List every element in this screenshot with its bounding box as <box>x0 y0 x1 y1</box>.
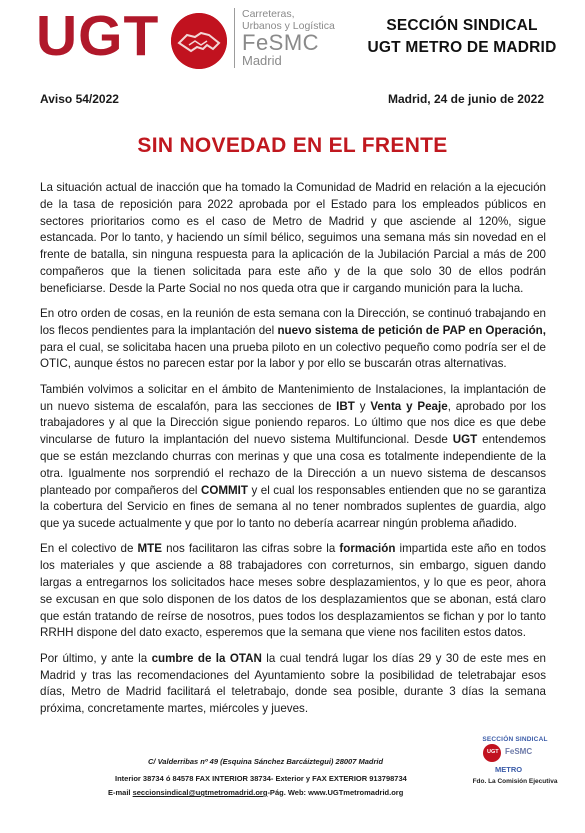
fesmc-logo <box>234 8 335 68</box>
stamp-metro: METRO <box>495 765 523 774</box>
text-run: entendemos que se están mezclando churras con merinas y que una cosa es totalmente independiente de la otra. Igualmente nos sorprendió el rechazo de la Dirección a un nuevo sistema de descansos planteado por compañeros del <box>40 433 546 497</box>
footer-address: C/ Valderribas nº 49 (Esquina Sánchez Barcáiztegui) 28007 Madrid <box>148 757 384 766</box>
paragraph-3 <box>40 382 546 533</box>
bold-run: formación <box>339 542 396 556</box>
bold-run: nuevo sistema de petición de PAP en Operación, <box>277 323 546 337</box>
paragraph-5 <box>40 651 546 718</box>
notice-number: Aviso 54/2022 <box>40 92 119 106</box>
stamp-ugt: UGT <box>487 749 499 755</box>
section-line1: SECCIÓN SINDICAL <box>386 17 538 34</box>
text-run: para el cual, se solicitaba hacen una prueba piloto en un colectivo pequeño como podría ser el de OTIC, aunque éstos no parecen estar por la labor y por ello se buscarán otras alternativas. <box>40 340 546 371</box>
footer-contact <box>108 788 403 797</box>
section-line2: UGT METRO DE MADRID <box>367 39 557 56</box>
page-title: SIN NOVEDAD EN EL FRENTE <box>137 134 448 157</box>
notice-date: Madrid, 24 de junio de 2022 <box>387 92 544 106</box>
fesmc-city: Madrid <box>242 53 282 68</box>
section-title <box>362 15 562 59</box>
email-label: E-mail <box>108 788 133 797</box>
bold-run: cumbre de la OTAN <box>151 651 262 665</box>
paragraph-4 <box>40 541 546 642</box>
text-run: , aprobado por los trabajadores y al que la Dirección sigue poniendo reparos. Lo último que nos dice es que debe vincularse de futuro la implantación del nuevo sistema Multifuncional. Desde <box>40 399 546 447</box>
text-run: nos facilitaron las cifras sobre la <box>162 542 340 556</box>
bold-run: UGT <box>452 433 478 447</box>
text-run: impartida este año en todos los materiales y que asciende a 88 trabajadores con correturnos, sin embargo, siguen dando largas a entregarnos los solicitados hace meses sobre desplazamientos, y lo que es peor, ahora se excusan en que solo disponen de los datos de los desplazamientos que se abonan, está claro que están tratando de reírse de nosotros, pues todos los desplazamientos se fichan y por lo tanto RRHH dispone del dato exacto, esperemos que la semana que viene nos faciliten estos datos. <box>40 542 547 640</box>
bold-run: MTE <box>137 542 162 556</box>
bold-run: IBT <box>336 399 355 413</box>
signature-line: Fdo. La Comisión Ejecutiva <box>472 778 558 785</box>
fesmc-name: FeSMC <box>242 30 320 55</box>
letterhead <box>0 0 585 90</box>
paragraph-1: La situación actual de inacción que ha tomado la Comunidad de Madrid en relación a la ejecución de la tasa de reposición para 2022 aprobada por el Estado para los empleados públicos en sectores prioritarios como es el caso de Metro de Madrid y que asciende al 120%, sigue estancada. Por lo tanto, y haciendo un símil bélico, seguimos una semana más sin novedad en el frente de batalla, sin ninguna respuesta para la aplicación de la Jubilación Parcial a más de 200 compañeros que la tienen solicitada para este año y de la que solo 30 de ellos podrán beneficiarse. Desde la Parte Social no nos queda otra que ir cargando munición para la lucha. <box>40 181 546 295</box>
email-link[interactable]: seccionsindical@ugtmetromadrid.org <box>132 788 268 797</box>
text-run: Por último, y ante la <box>40 651 152 665</box>
web-label: -Pág. Web: <box>267 788 309 797</box>
union-stamp <box>465 736 565 790</box>
handshake-logo-icon <box>171 13 227 69</box>
fesmc-line2: Urbanos y Logística <box>242 20 335 32</box>
stamp-title: SECCIÓN SINDICAL <box>482 736 548 743</box>
text-run: la cual tendrá lugar los días 29 y 30 de este mes en Madrid y tras las recomendaciones del Ayuntamiento sobre la posibilidad de teletrabajar esos días, Metro de Madrid facilitará el teletrabajo, donde sea posible, durante 3 días la semana próxima, concretamente martes, miércoles y jueves. <box>40 651 546 716</box>
bold-run: Venta y Peaje <box>370 399 448 413</box>
ugt-logo-text: UGT <box>36 4 160 68</box>
text-run: En otro orden de cosas, en la reunión de esta semana con la Dirección, se continuó trabajando en los flecos pendientes para la implantación del <box>40 307 546 337</box>
text-run: En el colectivo de <box>40 542 138 556</box>
stamp-fesmc: FeSMC <box>505 747 533 756</box>
bold-run: COMMIT <box>200 483 248 497</box>
paragraph-2 <box>40 306 546 373</box>
text-run: y <box>354 399 371 413</box>
footer-phones: Interior 38734 ó 84578 FAX INTERIOR 38734- Exterior y FAX EXTERIOR 913798734 <box>115 774 407 783</box>
text-run: y el cual los responsables entienden que no se garantiza la cobertura del Servicio en fines de semana al no tener nombrados suplentes de guardia, algo que ya sucede actualmente y que por lo tanto no debería acarrear ningún problema añadido. <box>40 483 546 531</box>
text-run: También volvimos a solicitar en el ámbito de Mantenimiento de Instalaciones, la implantación de un nuevo sistema de escalafón, para las secciones de <box>40 382 546 413</box>
fesmc-line1: Carreteras, <box>242 8 295 20</box>
notice-body <box>40 180 546 726</box>
web-link[interactable]: www.UGTmetromadrid.org <box>308 788 404 797</box>
